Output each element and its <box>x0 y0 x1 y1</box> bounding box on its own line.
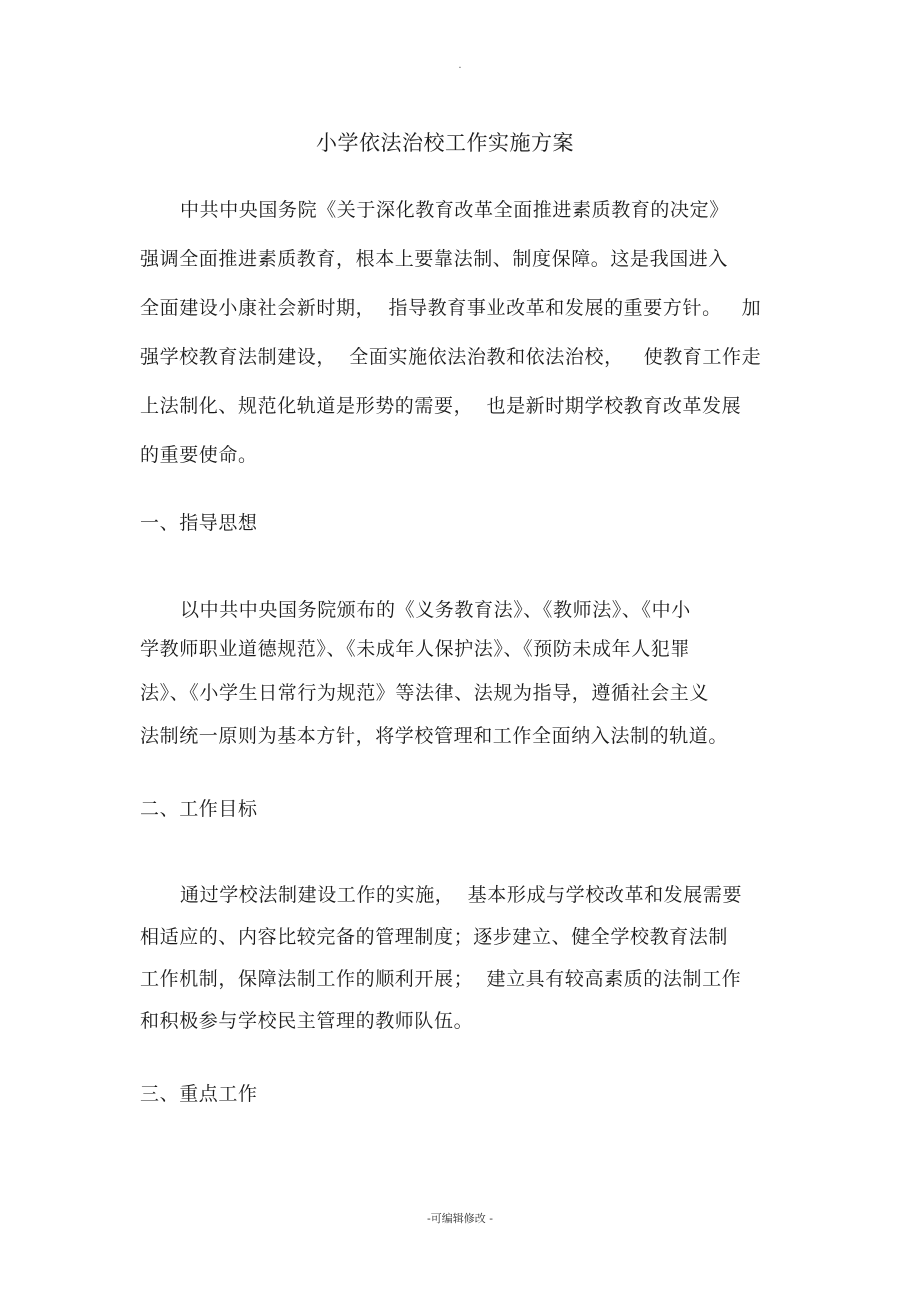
section-line: 学教师职业道德规范》、《未成年人保护法》、《预防未成年人犯罪 <box>140 638 691 660</box>
intro-line: 中共中央国务院《关于深化教育改革全面推进素质教育的决定》 <box>180 199 729 221</box>
section-heading: 三、重点工作 <box>140 1083 258 1105</box>
section-line: 法》、《小学生日常行为规范》等法律、法规为指导，遵循社会主义 <box>140 682 710 704</box>
footer-note: -可编辑修改 - <box>427 1212 493 1225</box>
intro-line: 全面建设小康社会新时期， 指导教育事业改革和发展的重要方针。 加 <box>140 297 762 319</box>
section-line: 通过学校法制建设工作的实施， 基本形成与学校改革和发展需要 <box>180 884 743 906</box>
section-heading: 二、工作目标 <box>140 798 258 820</box>
section-heading: 一、指导思想 <box>140 512 258 534</box>
section-line: 以中共中央国务院颁布的《义务教育法》、《教师法》、《中小 <box>180 599 691 621</box>
intro-line: 上法制化、规范化轨道是形势的需要， 也是新时期学校教育改革发展 <box>140 395 742 417</box>
section-line: 工作机制，保障法制工作的顺利开展； 建立具有较高素质的法制工作 <box>140 968 742 990</box>
document-title: 小学依法治校工作实施方案 <box>316 131 574 155</box>
intro-line: 的重要使命。 <box>140 444 258 466</box>
header-mark: . <box>458 60 462 71</box>
intro-line: 强调全面推进素质教育，根本上要靠法制、制度保障。这是我国进入 <box>140 248 729 270</box>
section-line: 和积极参与学校民主管理的教师队伍。 <box>140 1010 474 1032</box>
section-line: 相适应的、内容比较完备的管理制度；逐步建立、健全学校教育法制 <box>140 926 729 948</box>
intro-line: 强学校教育法制建设， 全面实施依法治教和依法治校， 使教育工作走 <box>140 346 762 368</box>
section-line: 法制统一原则为基本方针，将学校管理和工作全面纳入法制的轨道。 <box>140 725 729 747</box>
